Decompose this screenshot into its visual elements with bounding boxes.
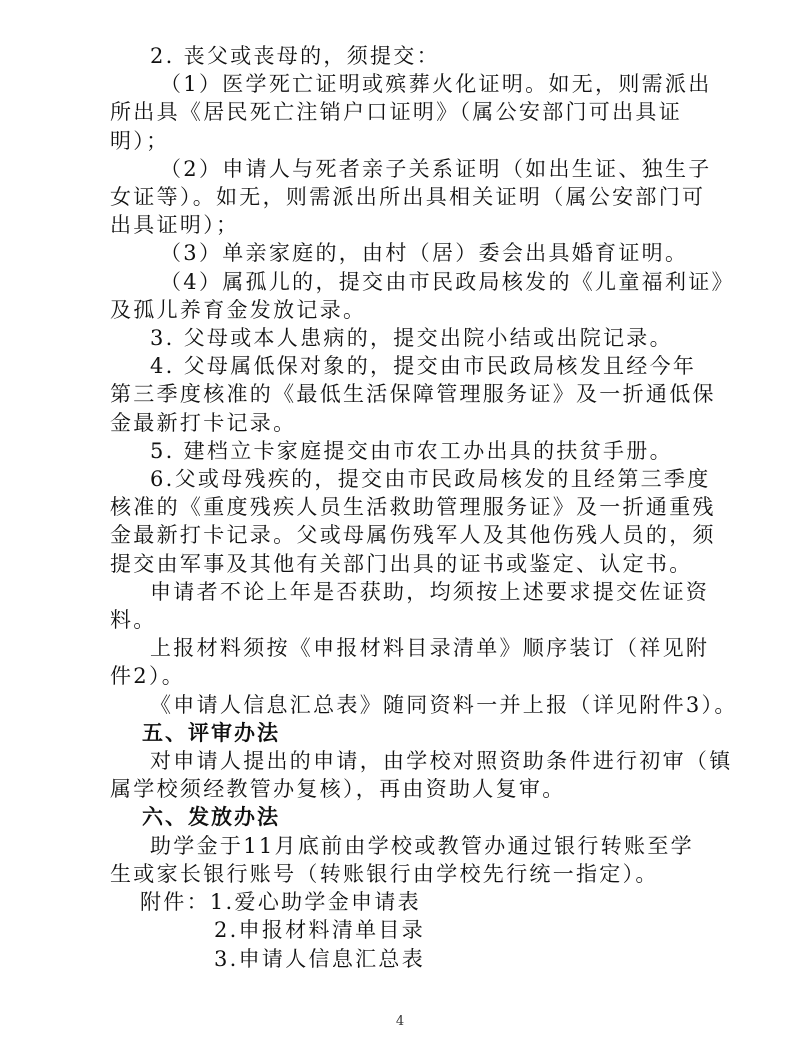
section-6-heading: 六、发放办法 bbox=[142, 805, 280, 830]
attachment-3: 3.申请人信息汇总表 bbox=[214, 946, 426, 971]
sub-item-4-line-2: 及孤儿养育金发放记录。 bbox=[110, 297, 367, 322]
item-4-line-3: 金最新打卡记录。 bbox=[110, 410, 297, 435]
sub-item-2-line-2: 女证等）。如无，则需派出所出具相关证明（属公安部门可 bbox=[110, 185, 706, 210]
attachment-1: 附件：1.爱心助学金申请表 bbox=[140, 890, 421, 915]
paragraph-binding-line-1: 上报材料须按《申报材料目录清单》顺序装订（祥见附 bbox=[150, 636, 710, 661]
sub-item-2-line-3: 出具证明）； bbox=[110, 213, 240, 238]
paragraph-evidence-line-2: 料。 bbox=[110, 608, 157, 633]
sub-item-3: （3）单亲家庭的，由村（居）委会出具婚育证明。 bbox=[160, 241, 689, 266]
item-5: 5. 建档立卡家庭提交由市农工办出具的扶贫手册。 bbox=[150, 438, 673, 463]
item-6-line-3: 金最新打卡记录。父或母属伤残军人及其他伤残人员的，须 bbox=[110, 523, 716, 548]
sub-item-1-line-3: 明）； bbox=[110, 128, 170, 153]
paragraph-summary-table: 《申请人信息汇总表》随同资料一并上报（详见附件3）。 bbox=[150, 692, 738, 717]
section-6-text-line-1: 助学金于11月底前由学校或教管办通过银行转账至学 bbox=[150, 833, 694, 858]
item-4-line-2: 第三季度核准的《最低生活保障管理服务证》及一折通低保 bbox=[110, 382, 716, 407]
sub-item-1-line-2: 所出具《居民死亡注销户口证明》（属公安部门可出具证 bbox=[110, 100, 682, 125]
sub-item-4-line-1: （4）属孤儿的，提交由市民政局核发的《儿童福利证》 bbox=[160, 269, 735, 294]
sub-item-2-line-1: （2）申请人与死者亲子关系证明（如出生证、独生子 bbox=[160, 156, 712, 181]
sub-item-1-line-1: （1）医学死亡证明或殡葬火化证明。如无，则需派出 bbox=[160, 72, 712, 97]
section-5-text-line-1: 对申请人提出的申请，由学校对照资助条件进行初审（镇 bbox=[150, 749, 733, 774]
page-number: 4 bbox=[395, 1014, 405, 1029]
item-6-line-2: 核准的《重度残疾人员生活救助管理服务证》及一折通重残 bbox=[110, 495, 716, 520]
paragraph-evidence-line-1: 申请者不论上年是否获助，均须按上述要求提交佐证资 bbox=[150, 579, 710, 604]
attachment-2: 2.申报材料清单目录 bbox=[214, 918, 426, 943]
section-5-heading: 五、评审办法 bbox=[142, 720, 280, 745]
paragraph-binding-line-2: 件2）。 bbox=[110, 664, 186, 689]
section-6-text-line-2: 生或家长银行账号（转账银行由学校先行统一指定）。 bbox=[110, 861, 659, 886]
item-4-line-1: 4. 父母属低保对象的，提交由市民政局核发且经今年 bbox=[150, 354, 697, 379]
item-2-heading: 2. 丧父或丧母的，须提交： bbox=[150, 44, 440, 68]
item-3: 3. 父母或本人患病的，提交出院小结或出院记录。 bbox=[150, 326, 673, 351]
document-body bbox=[110, 42, 738, 973]
item-6-line-1: 6.父或母残疾的，提交由市民政局核发的且经第三季度 bbox=[150, 467, 711, 492]
item-6-line-4: 提交由军事及其他有关部门出具的证书或鉴定、认定书。 bbox=[110, 551, 693, 576]
section-5-text-line-2: 属学校须经教管办复核），再由资助人复审。 bbox=[110, 777, 566, 802]
